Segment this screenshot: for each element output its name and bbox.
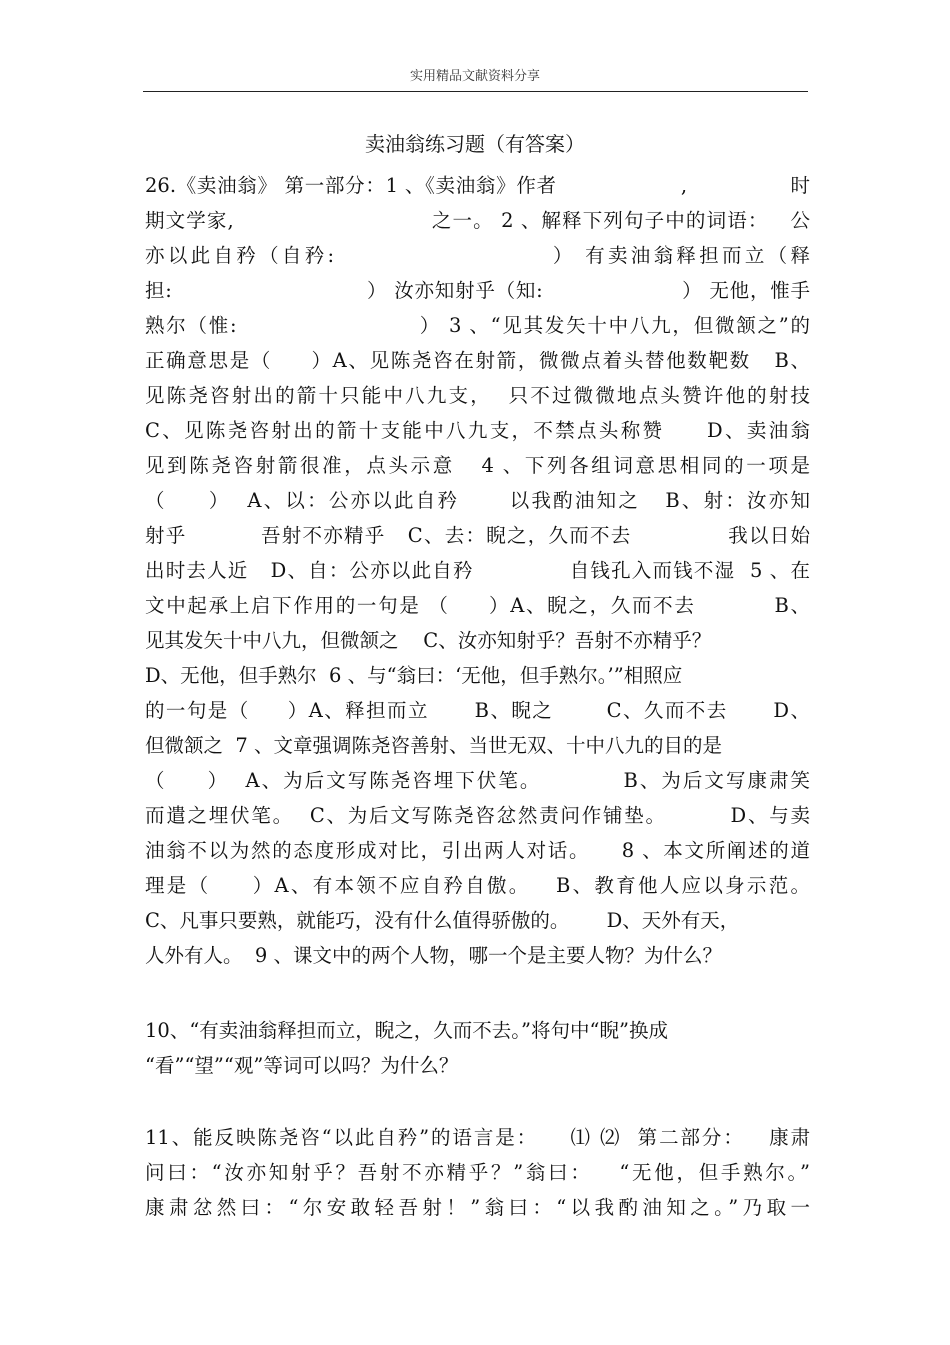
text-line: （ ） A、为后文写陈尧咨埋下伏笔。 B、为后文写康肃笑	[145, 769, 810, 792]
page-header: 实用精品文献资料分享	[409, 69, 540, 84]
text-line: 问曰：“汝亦知射乎？吾射不亦精乎？”翁曰： “无他，但手熟尔。”	[145, 1161, 810, 1184]
text-line: 亦以此自矜（自矜: ） 有卖油翁释担而立（释	[145, 244, 810, 267]
paragraph-question-10	[145, 1013, 810, 1083]
text-line: 康肃忿然曰：“尔安敢轻吾射！”翁曰：“以我酌油知之。”乃取一	[145, 1196, 810, 1219]
paragraph-question-11	[145, 1120, 810, 1225]
text-line: 的一句是（ ）A、释担而立 B、睨之 C、久而不去 D、	[145, 699, 810, 722]
text-line: （ ） A、以：公亦以此自矜 以我酌油知之 B、射：汝亦知	[145, 489, 810, 512]
text-line: C、见陈尧咨射出的箭十支能中八九支，不禁点头称赞 D、卖油翁	[145, 419, 810, 442]
text-line: 理是（ ）A、有本领不应自矜自傲。 B、教育他人应以身示范。	[145, 874, 810, 897]
text-line: 而遣之埋伏笔。 C、为后文写陈尧咨忿然责问作铺垫。 D、与卖	[145, 804, 810, 827]
text-line: 26.《卖油翁》 第一部分：1 、《卖油翁》作者 , 时	[145, 174, 810, 197]
paragraph-part1-questions	[145, 168, 810, 973]
text-line: 10、“有卖油翁释担而立，睨之，久而不去。”将句中“睨”换成	[145, 1019, 668, 1042]
text-line: 正确意思是（ ）A、见陈尧咨在射箭，微微点着头替他数靶数 B、	[145, 349, 810, 372]
text-line: 见陈尧咨射出的箭十只能中八九支， 只不过微微地点头赞许他的射技	[145, 384, 810, 407]
header-divider	[143, 91, 808, 92]
text-line: 担: ） 汝亦知射乎（知: ） 无他，惟手	[145, 279, 810, 302]
text-line: 人外有人。 9 、课文中的两个人物，哪一个是主要人物？为什么？	[145, 944, 723, 967]
text-line: 见到陈尧咨射箭很准，点头示意 4 、下列各组词意思相同的一项是	[145, 454, 810, 477]
text-line: 油翁不以为然的态度形成对比，引出两人对话。 8 、本文所阐述的道	[145, 839, 810, 862]
text-line: 期文学家, 之一。 2 、解释下列句子中的词语： 公	[145, 209, 810, 232]
text-line: 文中起承上启下作用的一句是 （ ）A、睨之，久而不去 B、	[145, 594, 810, 617]
text-line: 熟尔（惟: ） 3 、“见其发矢十中八九，但微颔之”的	[145, 314, 810, 337]
text-line: 11、能反映陈尧咨“以此自矜”的语言是： ⑴ ⑵ 第二部分： 康肃	[145, 1126, 810, 1149]
text-line: C、凡事只要熟，就能巧，没有什么值得骄傲的。 D、天外有天，	[145, 909, 740, 932]
text-line: “看”“望”“观”等词可以吗？为什么？	[145, 1054, 459, 1077]
text-line: D、无他，但手熟尔 6 、与“翁曰：‘无他，但手熟尔。’”相照应	[145, 664, 683, 687]
text-line: 出时去人近 D、自：公亦以此自矜 自钱孔入而钱不湿 5 、在	[145, 559, 810, 582]
text-line: 射乎 吾射不亦精乎 C、去：睨之，久而不去 我以日始	[145, 524, 810, 547]
text-line: 见其发矢十中八九，但微颔之 C、汝亦知射乎？吾射不亦精乎？	[145, 629, 712, 652]
text-line: 但微颔之 7 、文章强调陈尧咨善射、当世无双、十中八九的目的是	[145, 734, 723, 757]
document-title: 卖油翁练习题（有答案）	[365, 132, 585, 156]
